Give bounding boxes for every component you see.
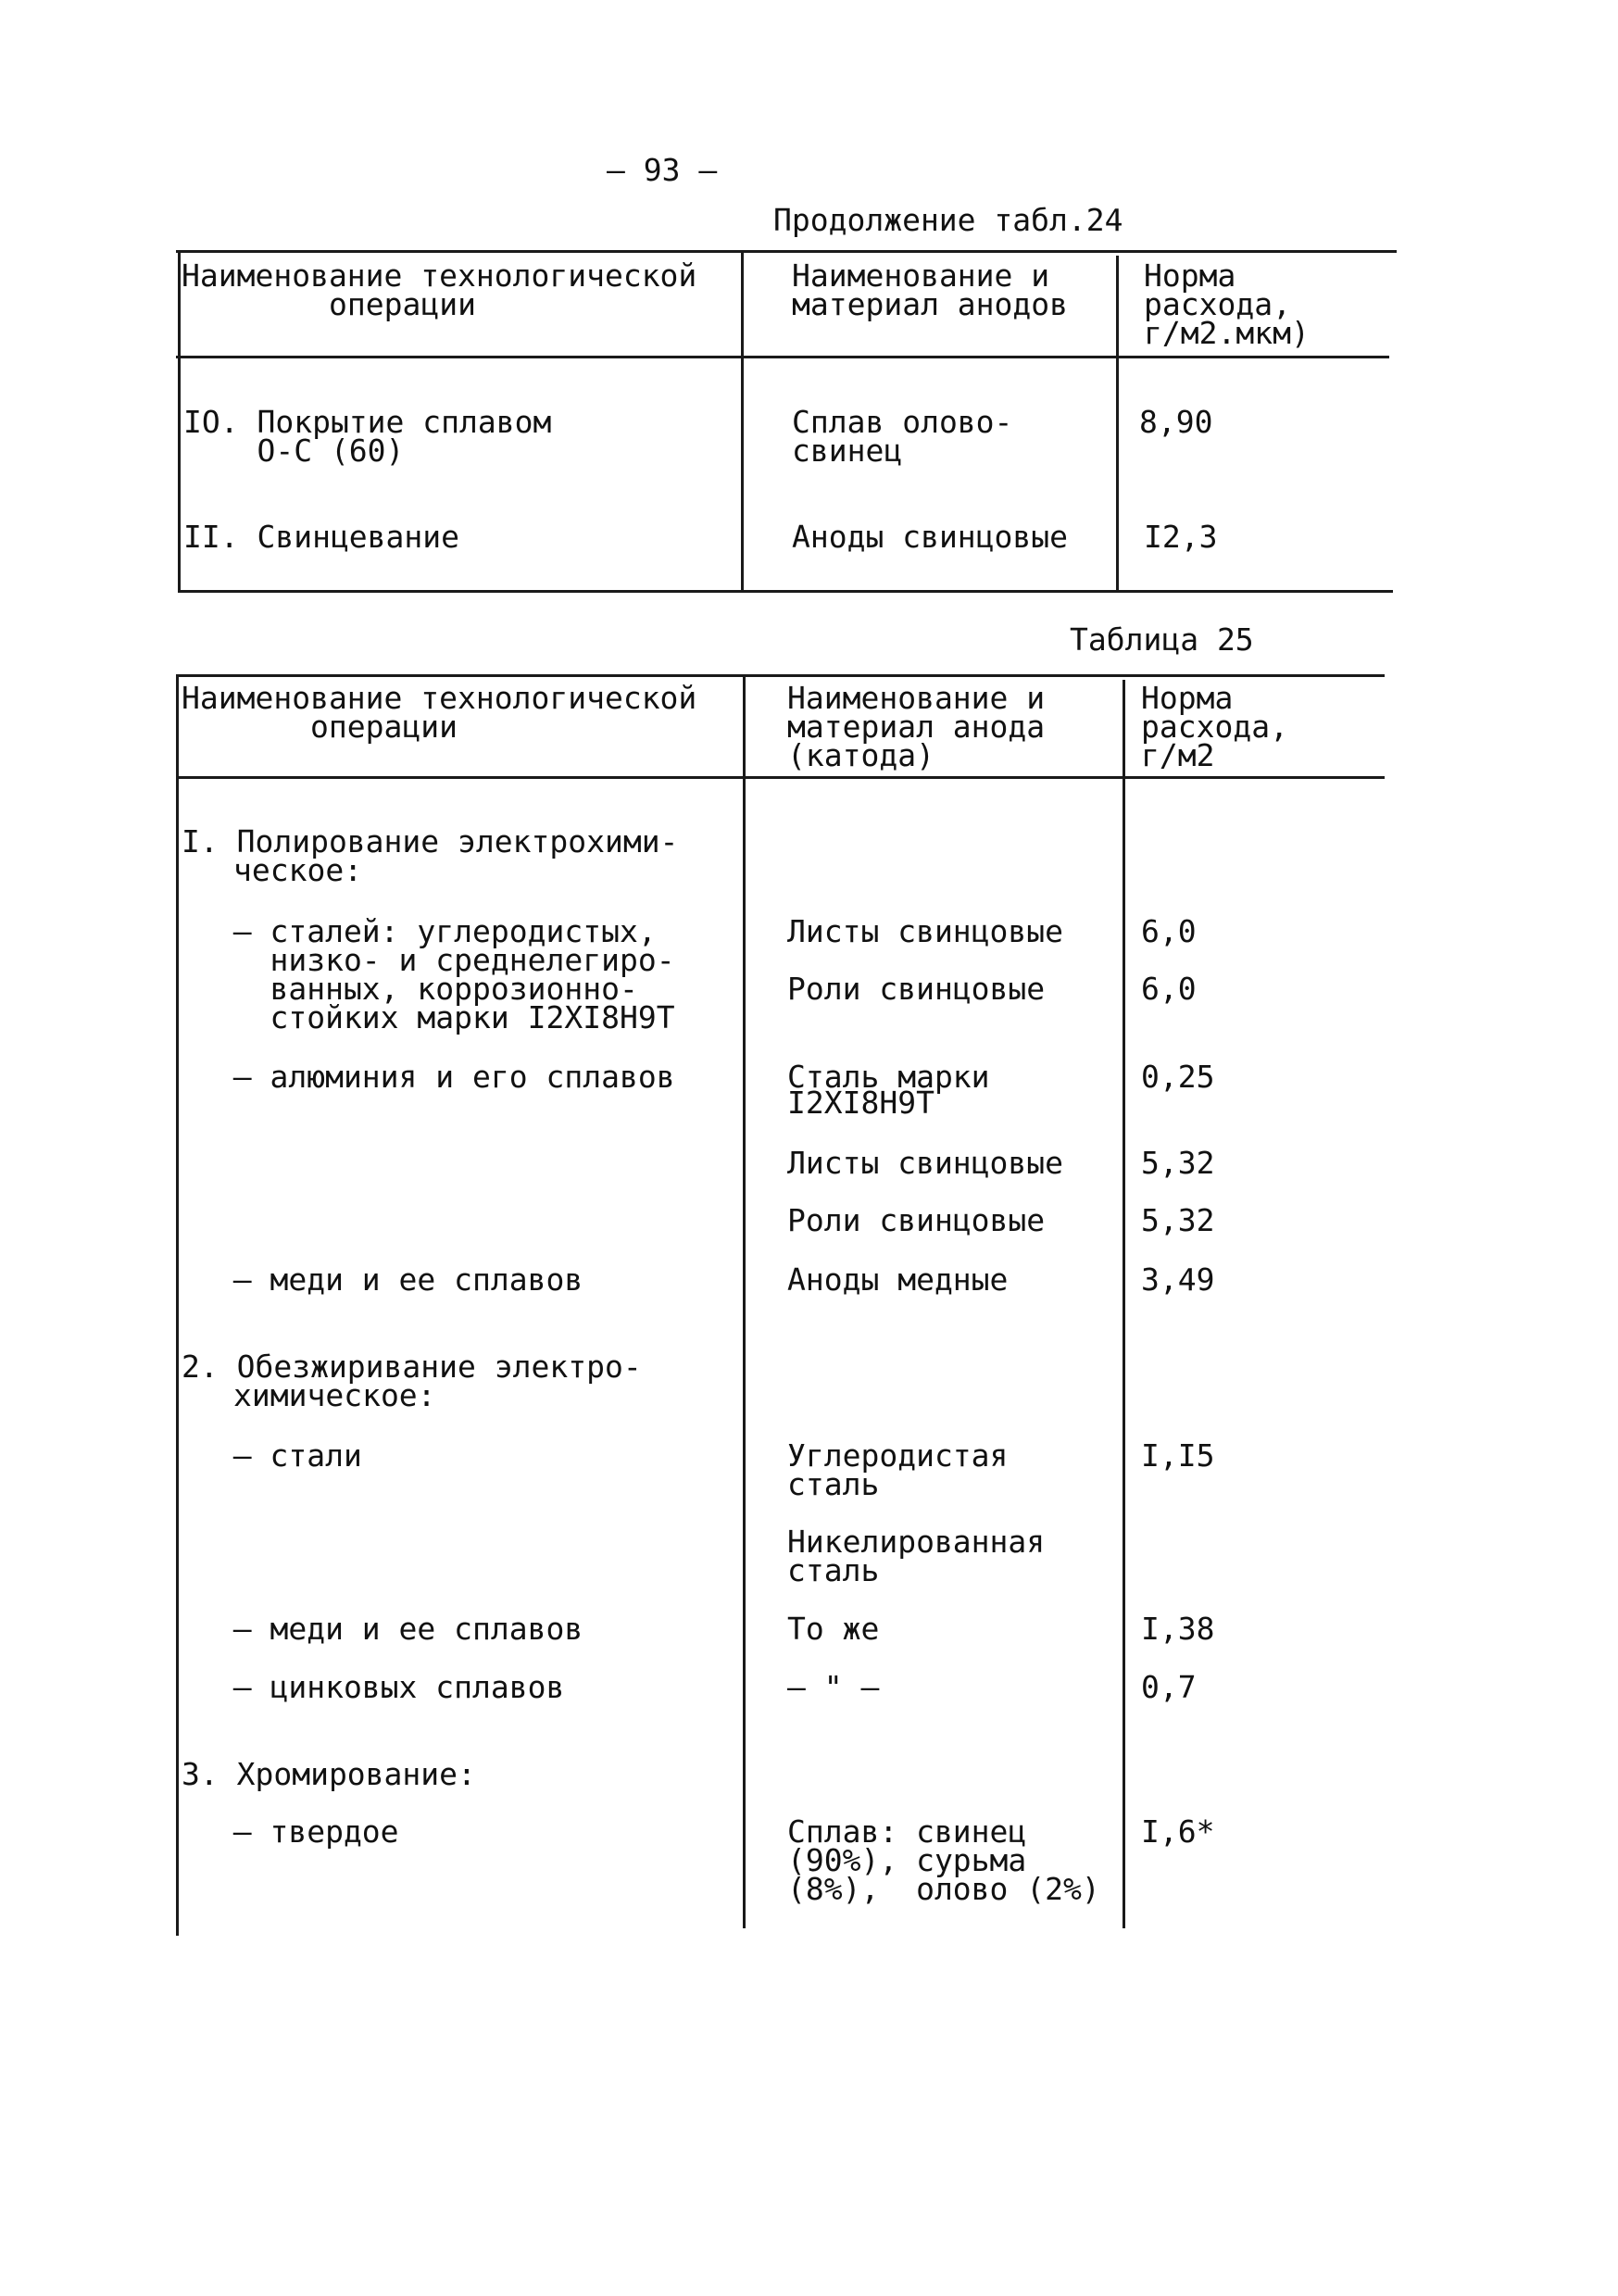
row-operation-line1: – сталей: углеродистых,	[196, 913, 657, 949]
row-norm: 6,0	[1141, 971, 1197, 1007]
table24-header-norm-line2: расхода,	[1144, 286, 1291, 322]
row-operation-line2: ческое:	[233, 852, 363, 888]
row-anode-line1: Сплав: свинец	[787, 1813, 1027, 1850]
row-norm: 6,0	[1141, 913, 1197, 949]
row-anode-line1: То же	[787, 1611, 880, 1647]
row-anode-line1: Листы свинцовые	[787, 1145, 1064, 1181]
table25-top-border	[176, 674, 1385, 677]
table25-col-divider-1	[743, 674, 746, 1928]
table24-header-anode-line1: Наименование и	[792, 257, 1050, 294]
row-anode-line1: Роли свинцовые	[787, 971, 1046, 1007]
table25-header-norm-line1: Норма	[1141, 680, 1234, 716]
table24-header-norm-line1: Норма	[1144, 257, 1236, 294]
table25-header-operation-line2: операции	[310, 709, 458, 745]
table24-header-separator	[176, 356, 1389, 358]
row-operation-line1: – меди и ее сплавов	[196, 1611, 583, 1647]
table25-header-anode-line3: (катода)	[787, 737, 934, 773]
row-operation-line3: ванных, коррозионно-	[196, 971, 638, 1007]
table24-bottom-border	[180, 590, 1393, 593]
row-operation-line2: низко- и среднелегиро-	[196, 942, 675, 978]
row-operation-line1: – алюминия и его сплавов	[196, 1059, 675, 1095]
table24-caption: Продолжение табл.24	[773, 202, 1123, 238]
table24-header-norm-line3: г/м2.мкм)	[1144, 315, 1310, 351]
row-anode-line2: сталь	[787, 1552, 880, 1588]
row-anode-line2: (90%), сурьма	[787, 1842, 1027, 1878]
row-anode-line2: I2XI8H9T	[787, 1085, 934, 1121]
row-anode-line1: Никелированная	[787, 1524, 1046, 1560]
row-norm: I,I5	[1141, 1437, 1215, 1474]
page-number: – 93 –	[607, 152, 718, 188]
row-norm: 5,32	[1141, 1145, 1215, 1181]
table25-header-anode-line2: материал анода	[787, 709, 1046, 745]
row-norm: 5,32	[1141, 1202, 1215, 1238]
row-norm: 8,90	[1139, 404, 1213, 440]
row-anode-line1: Сталь марки	[787, 1059, 990, 1095]
row-norm: 0,7	[1141, 1669, 1197, 1705]
row-operation-line1: – меди и ее сплавов	[196, 1261, 583, 1298]
row-norm: 3,49	[1141, 1261, 1215, 1298]
table24-header-operation-line2: операции	[329, 286, 476, 322]
row-operation-line1: 3. Хромирование:	[182, 1756, 476, 1792]
row-operation-line1: I. Полирование электрохими-	[182, 823, 679, 859]
row-operation-line2: химическое:	[233, 1377, 436, 1413]
table24-header-operation-line1: Наименование технологической	[182, 257, 697, 294]
row-anode-line1: Роли свинцовые	[787, 1202, 1046, 1238]
row-operation-line2: O-C (60)	[183, 433, 405, 469]
row-anode-line2: свинец	[792, 433, 903, 469]
row-anode-line1: Листы свинцовые	[787, 913, 1064, 949]
table24-header-anode-line2: материал анодов	[792, 286, 1069, 322]
row-norm: I,6*	[1141, 1813, 1215, 1850]
row-operation-line4: стойких марки I2XI8H9T	[196, 999, 675, 1035]
row-anode-line1: Аноды свинцовые	[792, 519, 1069, 555]
table25-col-divider-2	[1123, 680, 1125, 1928]
row-anode-line2: сталь	[787, 1466, 880, 1502]
row-operation-line1: 2. Обезжиривание электро-	[182, 1349, 642, 1385]
table25-left-border	[176, 674, 179, 1936]
row-norm: 0,25	[1141, 1059, 1215, 1095]
row-operation-line1: – твердое	[196, 1813, 399, 1850]
table25-caption: Таблица 25	[1070, 621, 1254, 658]
row-norm: I,38	[1141, 1611, 1215, 1647]
row-anode-line1: Сплав олово-	[792, 404, 1013, 440]
row-operation-line1: IO. Покрытие сплавом	[183, 404, 552, 440]
row-operation-line1: II. Свинцевание	[183, 519, 460, 555]
table24-top-border	[176, 250, 1397, 253]
table25-header-norm-line2: расхода,	[1141, 709, 1288, 745]
table25-header-anode-line1: Наименование и	[787, 680, 1046, 716]
row-anode-line1: Углеродистая	[787, 1437, 1009, 1474]
table24-col-divider-1	[741, 250, 744, 593]
table25-header-norm-line3: г/м2	[1141, 737, 1215, 773]
table25-header-separator	[176, 776, 1385, 779]
row-operation-line1: – стали	[196, 1437, 362, 1474]
row-norm: I2,3	[1144, 519, 1218, 555]
row-operation-line1: – цинковых сплавов	[196, 1669, 565, 1705]
row-anode-line1: – " –	[787, 1669, 880, 1705]
row-anode-line1: Аноды медные	[787, 1261, 1009, 1298]
row-anode-line3: (8%), олово (2%)	[787, 1871, 1100, 1907]
table24-col-divider-2	[1116, 256, 1119, 593]
table25-header-operation-line1: Наименование технологической	[182, 680, 697, 716]
table24-left-border	[178, 250, 181, 593]
